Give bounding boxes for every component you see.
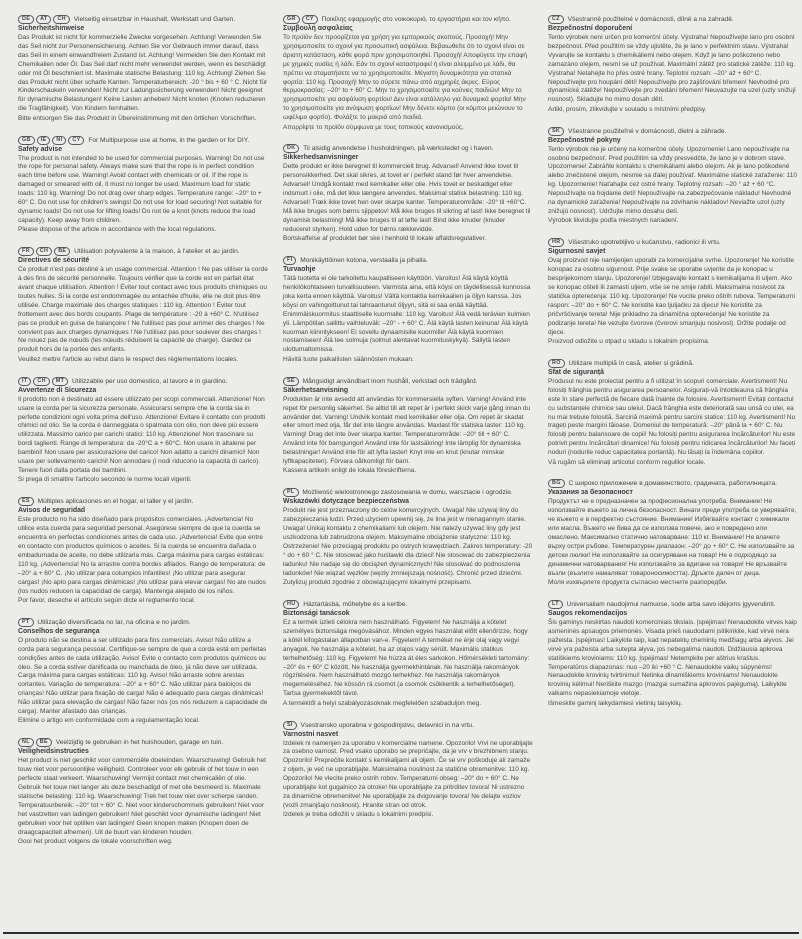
lang-block-pt bbox=[18, 618, 268, 727]
safety-text: Šis gaminys neskirtas naudoti komerciniais tikslais. Įspėjimas! Nenaudokite virvės kaip asmeninės apsaugos priemonės. Visada prieš naudodami įsitikinkite, kad virvė nėra pažeista. Įspėjimas! Laikykite taip, kad nepatektų cheminių medžiagų arba alyvos. Jei virvė yra pažeista arba sutepta alyva, jos nebegalima naudoti. Didžiausia apkrova statiškiems kroviniams: 110 kg. Įspėjimas! Netempkite per aštrius kraštus. Temperatūros diapazonas: nuo –20 iki +60 ° C. Nenaudokite vaikų sūpynėms! Nenaudokite krovinių tvirtinimui! Netinka dinamiškiems kroviniams! Nenaudokite krovinių kėlimui! Neriškite mazgo (mazgai sumažina apkrovos pajėgumą). Laikykite vaikams nepasiekiamoje vietoje. bbox=[548, 619, 797, 698]
country-badges-gb bbox=[18, 137, 86, 144]
country-badge: CY bbox=[302, 15, 318, 24]
lang-block-fi bbox=[283, 256, 533, 365]
country-badge: DE bbox=[18, 15, 34, 24]
safety-title: Sikkerhedsanvisninger bbox=[283, 154, 359, 162]
country-badge: GR bbox=[283, 15, 300, 24]
safety-text: Dette produkt er ikke beregnet til kommercielt brug. Advarsel! Anvend ikke tovet til personsikkerhed. Det skal sikres, at tovet er i perfekt stand før hver anvendelse. Advarsel! Undgå kontakt med kemikalier eller olie. Hvis tovet er beskadiget eller indsmurt i olie, må det ikke længere anvendes. Maksimal statisk belastning: 110 kg. Advarsel! Træk ikke tovet hen over skarpe kanter. Temperaturområde: -20° til +60°C. Må ikke bruges som børns sjippetov! Må ikke bruges til sikring af last! Ikke beregnet til dynamisk belastning! Må ikke bruges til at løfte last! Bind ikke knuder (knuder reduceret styrken). Hold uden for børns rækkevidde. bbox=[283, 163, 531, 233]
safety-title: Varnostni nasvet bbox=[283, 730, 339, 738]
safety-text: Produkten är inte avsedd att användas för kommersiella syften. Varning! Använd inte repet för personlig säkerhet. Se alltid till att repet är i perfekt skick varje gång innan du använder det. Varning! Undvik kontakt med kemikalier eller olja. Om repet är skadat eller smort med olja, får det inte längre användas. Maxlast för statiska laster: 110 kg. Varning! Drag det inte över skarpa kanter. Temperaturområde: –20° till + 60° C. Använd inte för barngungor! Använd inte för lastsäkring! Inte lämplig för dynamiska belastningar! Använd inte för att lyfta laster! Knyt inte en knut (knutar minskar lyftkapaciteten). Förvara oåtkomligt för barn. bbox=[283, 395, 531, 466]
disposal-text: Výrobok likvidujte podľa miestnych nariadení. bbox=[548, 217, 679, 225]
safety-text: Ez a termék üzleti célokra nem használható. Figyelem! Ne használja a kötelet személyes biztonsága megóvásához. Minden egyes használat előtt ellenőrizze, hogy a kötél kifogástalan állapotban van-e. Figyelem! A terméket ne érje olaj vagy vegyi anyagok. Ne használja a kötelet, ha az olajos vagy sérült. Maximális statikus terhelhetőség: 110 kg. Figyelem! Ne húzza át éles sarkokon. Hőmérsékleti tartomány: –20° és + 60° C között. Ne használja gyermekhintának. Ne használja rakományok rögzítésére. Nem használható mozgó terhekhez. Ne használja rakományok megemeléséhez. Ne kössön rá csomót (a csomók csökkentik a terhelhetőséget). Tartsa gyermekektől távol. bbox=[283, 619, 530, 698]
lang-block-se bbox=[283, 377, 533, 477]
usage-intro: Vsestransko uporabna v gospodinjstvu, delavnici in na vrtu. bbox=[300, 721, 474, 729]
disposal-text: Bitte entsorgen Sie das Produkt in Übereinstimmung mit den örtlichen Vorschriften. bbox=[18, 114, 257, 122]
safety-title: Biztonsági tanácsok bbox=[283, 610, 350, 617]
country-badge: HU bbox=[283, 600, 299, 609]
usage-intro: Veelzijdig te gebruiken in het huishouden, garage en tuin. bbox=[55, 739, 224, 747]
safety-title: Wskazówki dotyczące bezpieczeństwa bbox=[283, 498, 409, 506]
disposal-text: Por favor, deseche el artículo según dicte el reglamento local. bbox=[18, 596, 196, 604]
safety-title: Turvaohje bbox=[283, 266, 316, 274]
usage-intro: Utilização diversificada no lar, na oficina e no jardim. bbox=[37, 618, 191, 626]
disposal-text: Izdelek je treba odložiti v skladu s lokalnimi predpisi. bbox=[283, 811, 434, 819]
country-badge: BG bbox=[548, 479, 565, 488]
disposal-text: Išmeskite gaminį laikydamiesi vietinių taisyklių. bbox=[548, 699, 683, 707]
leaflet-columns bbox=[18, 15, 798, 859]
country-badge: AT bbox=[36, 15, 51, 24]
country-badge: NI bbox=[52, 136, 66, 145]
safety-text: Ovaj proizvod nije namijenjen uporabi za komercijalne svrhe. Upozorenje! Ne koristite konopac za osobnu sigurnost. Prije svake se uporabe uvjerite da je konopac u besprijekornom stanju. Upozorenje! Izbjegavajte kontakt s kemikalijama ili uljem. Ako se konopac ošteti ili zamasti uljem, više se ne smije rabiti. Maksimalna nosivost za statička opterećenja: 110 kg. Upozorenje! Ne vucite preko oštrih rubova. Temperaturni raspon: –20° do + 60° C. Ne koristite kao ljuljačku za djecu! Ne koristite za pričvršćivanje tereta! Nije prikladno za dinamična opterećenja! Ne koristite za podizanje tereta! Ne vezujte čvorove (čvorovi smanjuju nosivost). Držite podalje od djece. bbox=[548, 257, 795, 336]
country-badge: HR bbox=[548, 238, 564, 247]
country-badge: ES bbox=[18, 497, 34, 506]
lang-block-dk bbox=[283, 144, 533, 244]
country-badge: SI bbox=[283, 721, 297, 730]
disposal-text: Veuillez mettre l'article au rebut dans le respect des réglementations locales. bbox=[18, 355, 239, 363]
safety-title: Avisos de seguridad bbox=[18, 507, 86, 515]
safety-text: Izdelek ni namenjen za uporabo v komercialne namene. Opozorilo! Vrvi ne uporabljajte za osebno varnost. Pred vsako uporabo se prepričajte, da je vrv v brezhibnem stanju. Opozorilo! Preprečite kontakt s kemikalijami ali oljem. Če se vrv poškoduje ali zamaže z oljem, je več ne uporabljajte. Maksimalna nosilnost za statične obremenitve: 110 kg. Opozorilo! Ne vlecite preko ostrih robov. Temperaturni obseg: –20° do + 60° C. Ne uporabljajte kot gugalnico za otroke! Ne uporabljajte za pritrditev tovora! Ni ustrezno za dinamične obremenitve! Ne uporabljajte za dvigovanje tovora! Ne delajte vozlov (vozli zmanjšajo nosilnost). Hranite stran od otrok. bbox=[283, 739, 533, 809]
safety-text: O produto não se destina a ser utilizado para fins comerciais. Aviso! Não utilize a corda para segurança pessoal. Certifique-se sempre de que a corda está em perfeitas condições antes de cada utilização. Aviso! Evite o contacto com produtos químicos ou óleo. Se a corda estiver danificada ou manchada de óleo, já não deve ser utilizada. Carga máxima para cargas estáticas: 110 kg. Aviso! Não arraste sobre arestas cortantes. Variação de temperatura: –20° a + 60° C. Não utilizar para baloiços de crianças! Não utilizar para fixação de carga! Não é adequado para cargas dinâmicas! Não utilizar para elevação de cargas! Não fazer nós (os nós reduzem a capacidade de carga). Manter afastado das crianças. bbox=[18, 636, 268, 716]
country-badges-lt bbox=[548, 601, 565, 608]
country-badges-pt bbox=[18, 619, 36, 626]
usage-intro: Háztartásba, műhelybe és a kertbe. bbox=[303, 601, 408, 608]
country-badges-bg bbox=[548, 480, 567, 487]
usage-intro: Všestranně použitelné v domácnosti, dílně a na zahradě. bbox=[567, 16, 734, 23]
safety-text: Продуктът не е предназначен за професионална употреба. Внимание! Не използвайте въжето за лична безопасност. Винаги преди употреба се уверявайте, че въжето е в перфектно състояние. Внимание! Избягвайте контакт с химикали или масла. Въжето не бива да се използва повече, ако е повредено или омаслено. Максимално статично натоварване: 110 кг. Внимание! Не влачете върху остри ръбове. Температурен диапазон: –20° до + 60° C. Не използвайте за детски люлки! Не използвайте за осигуряване на товар! Не е подходящо за динамични натоварвания! Не използвайте за вдигане на товари! Не връзвайте възли (възлите намаляват товароносимостта). Дръжте далеч от деца. bbox=[548, 498, 797, 577]
usage-intro: Všestranne použiteľné v domácnosti, dielni a záhrade. bbox=[567, 127, 727, 135]
safety-title: Directives de sécurité bbox=[18, 257, 90, 265]
disposal-text: Vă rugăm să eliminați articolul conform regulilor locale. bbox=[548, 458, 706, 466]
usage-intro: С широко приложение в домакинството, градината, работилницата. bbox=[568, 480, 777, 488]
disposal-text: Bortskaffelse af produktet bør ske i henhold til lokale affaldsregulativer. bbox=[283, 235, 487, 243]
safety-title: Avvertenze di Sicurezza bbox=[18, 386, 97, 394]
country-badges-si bbox=[283, 722, 299, 729]
country-badges-dk bbox=[283, 145, 301, 152]
country-badge: BE bbox=[36, 738, 52, 747]
safety-text: Το προϊόν δεν προορίζεται για χρήση για εμπορικούς σκοπούς. Προσοχή! Μην χρησιμοποιείτε το σχοινί για προσωπική ασφάλεια. Βεβαιωθείτε ότι το σχοινί είναι σε άριστη κατάσταση, κάθε φορά πριν χρησιμοποιηθεί. Προσοχή! Αποφύγετε την επαφή με χημικές ουσίες ή λάδι. Εάν το σχοινί καταστραφεί ή είναι αλειμμένο με λάδι, θα πρέπει να σταματήσετε να το χρησιμοποιείτε. Μέγιστη δυναμικότητα για στατικά φορτία: 110 kg. Προσοχή! Μην το σύρετε πάνω από αιχμηρές άκρες. Εύρος θερμοκρασίας: –20° to + 60° C. Μην το χρησιμοποιείτε για κούνιες παιδιών! Μην το χρησιμοποιείτε για ασφάλιση φορτίου! Δεν είναι κατάλληλο για δυναμικά φορτία! Μην το χρησιμοποιείτε για ανύψωση φορτίων! Μην δένετε κόμπο (οι κόμποι μειώνουν το ωφέλιμο φορτίο). Φυλάξτε το μακριά από παιδιά. bbox=[283, 34, 528, 122]
safety-text: Het product is niet geschikt voor commerciële doeleinden. Waarschuwing! Gebruik het touw niet voor persoonlijke veiligheid. Controleer voor elk gebruik of het touw in een perfecte staat verkeert. Waarschuwing! Vermijd contact met chemicaliën of olie. Gebruik het touw niet langer als deze beschadigd of met olie besmeerd is. Maximale statische belasting: 110 kg. Waarschuwing! Trek het touw niet over scherpe randen. Temperatuurbereik: –20° tot + 60° C. Niet voor kinderschommels gebruiken! Niet voor het vastzetten van ladingen gebruiken! Niet geschikt voor dynamische ladingen! Niet gebruiken voor het optillen van ladingen! Geen knopen maken (Knopen doen de draagcapaciteit afnemen). Uit de buurt van kinderen houden. bbox=[18, 757, 266, 836]
safety-text: Tento výrobok nie je určený na komerčné účely. Upozornenie! Lano nepoužívajte na osobnú bezpečnosť. Pred použitím sa vždy presvedčte, že lano je v dobrom stave. Upozornenie! Zabráňte kontaktu s chemikáliami alebo olejom. Ak je lano poškodené alebo znečistené olejom, nesmie sa ďalej používať. Maximálne statické zaťaženie: 110 kg. Upozornenie! Naťahajte cez ostré hrany. Teplotný rozsah: –20 ° až + 60 °C. Nepoužívajte na hojdanie detí! Nepoužívajte na zabezpečovanie nákladu! Nevhodné na dynamické zaťaženia! Nepoužívajte na zdvíhanie nákladov! Neviažte uzol (uzly znižujú nosnosť). Udržujte mimo dosahu detí. bbox=[548, 145, 798, 215]
country-badges-nl bbox=[18, 739, 54, 746]
column-right bbox=[548, 15, 798, 859]
safety-title: Conselhos de segurança bbox=[18, 627, 100, 635]
country-badge: IT bbox=[18, 377, 31, 386]
lang-block-ro bbox=[548, 359, 798, 468]
country-badge: MT bbox=[52, 377, 68, 386]
country-badges-es bbox=[18, 498, 36, 505]
safety-title: Säkerhetsanvisning bbox=[283, 386, 349, 394]
safety-text: Ce produit n'est pas destiné à un usage commercial. Attention ! Ne pas utiliser la corde à des fins de sécurité personnelle. Toujours vérifier que la corde est en parfait état avant chaque utilisation. Attention ! Éviter tout contact avec tous produits chimiques ou toutes huiles. Si la corde est endommagée ou entachée d'huile, elle ne doit plus être utilisée. Charge maximale des charges statiques : 110 kg. Attention ! Éviter tout frottement avec des bords coupants. Plage de température : -20 à +60° C. N'utilisez pas ce produit en guise de balançoire ! Ne l'utilisez pas pour arrimer des charges ! Ne convient pas aux charges dynamiques ! Ne l'utilisez pas pour soulever des charges ! Ne nouez pas de nœuds (les nœuds réduisent la capacité de charge). Gardez ce produit hors de la portée des enfants. bbox=[18, 266, 268, 354]
country-badge: PT bbox=[18, 618, 34, 627]
disposal-text: Artikl, prosím, zlikvidujte v souladu s místními předpisy. bbox=[548, 105, 707, 113]
country-badges-se bbox=[283, 378, 301, 385]
country-badge: BE bbox=[54, 247, 70, 256]
country-badge: NL bbox=[18, 738, 34, 747]
country-badge: FI bbox=[283, 256, 296, 265]
country-badges-fr bbox=[18, 248, 72, 255]
safety-title: Safety advise bbox=[18, 145, 63, 153]
lang-block-gb bbox=[18, 136, 268, 236]
lang-block-hr bbox=[548, 238, 798, 347]
country-badge: DK bbox=[283, 144, 299, 153]
usage-intro: Możliwość wielostronnego zastosowania w domu, warsztacie i ogrodzie. bbox=[302, 489, 513, 497]
lang-block-bg bbox=[548, 479, 798, 588]
safety-title: Bezpečnostné pokyny bbox=[548, 136, 621, 144]
country-badges-pl bbox=[283, 489, 301, 496]
usage-intro: Mångsidigt användbart inom hushåll, verkstad och trädgård. bbox=[302, 377, 478, 385]
country-badge: CH bbox=[53, 15, 69, 24]
lang-block-pl bbox=[283, 488, 533, 588]
country-badges-gr bbox=[283, 16, 320, 23]
usage-intro: For Multipurpose use at home, in the garden or for DIY. bbox=[88, 136, 250, 144]
disposal-text: Proizvod odložite u otpad u skladu s lokalnim propisima. bbox=[548, 337, 710, 345]
disposal-text: Zutylizuj produkt zgodnie z obowiązującymi lokalnymi przepisami. bbox=[283, 579, 472, 587]
disposal-text: Моля изхвърлете продукта съгласно местните разпоредби. bbox=[548, 579, 728, 587]
country-badge: IE bbox=[37, 136, 51, 145]
country-badges-hu bbox=[283, 601, 301, 608]
disposal-text: Elimine o artigo em conformidade com a regulamentação local. bbox=[18, 717, 200, 725]
safety-text: Das Produkt ist nicht für kommerzielle Zwecke vorgesehen. Achtung! Verwenden Sie das Seil nicht zur Personensicherung. Achten Sie vor Gebrauch immer darauf, dass das Seil in einem einwandfreiem Zustand ist. Achtung! Vermeiden Sie den Kontakt mit Chemikalien oder Öl. Das Seil darf nicht mehr verwendet werden, wenn es beschädigt oder mit Öl beschmiert ist. Maximale statische Belastung: 110 kg. Achtung! Ziehen Sie das Produkt nicht über scharfe Kanten. Temperaturbereich: -20 ° bis + 60 ° C. Nicht für Kinderschaukeln verwenden! Nicht zur Ladungssicherung verwenden! Nicht geeignet für dynamische Belastungen! Keine Lasten anheben! Nicht knoten (Knoten reduzieren die Tragfähigkeit). Von Kindern fernhalten. bbox=[18, 34, 268, 113]
usage-intro: Višestruko upotrebljivo u kućanstvu, radionici ili vrtu. bbox=[568, 239, 721, 247]
country-badge: SK bbox=[548, 127, 564, 136]
usage-intro: Til alsidig anvendelse i husholdningen, på værkstedet og i haven. bbox=[303, 145, 494, 153]
usage-intro: Utilisation polyvalente à la maison, à l'atelier et au jardin. bbox=[74, 248, 240, 256]
safety-title: Συμβουλή ασφαλείας bbox=[283, 25, 353, 32]
lang-block-es bbox=[18, 497, 268, 606]
usage-intro: Utilizare multiplă în casă, atelier și grădină. bbox=[568, 359, 694, 367]
usage-intro: Utilizzabile per uso domestico, al lavoro e in giardino. bbox=[72, 377, 228, 385]
safety-text: Produsul nu este proiectat pentru a fi utilizat în scopuri comerciale. Avertisment! Nu folosiți frânghia pentru asigurarea persoanelor. Asigurați-vă întotdeauna că frânghia este în stare perfectă de fiecare dată înainte de folosire. Avertisment! Evitați contactul cu substanțele chimice sau uleiul. Dacă frânghia este deteriorată sau unsă cu ulei, ea nu mai trebuie folosită. Sarcină maximă pentru sarcini statice: 110 kg. Avertisment! Nu trageți peste margini tăioase. Domeniul de temperatură: –20° până la + 60° C. Nu folosiți pentru balansoare de copii! Nu folosiți pentru asigurarea încărcăturilor! Nu este potrivit pentru încărcături dinamice! Nu folosiți pentru ridicarea încărcăturilor! Nu faceți noduri (nodurile reduc capacitatea portantă). Nu lăsați la îndemâna copiilor. bbox=[548, 377, 796, 457]
safety-title: Saugos rekomendacijos bbox=[548, 610, 628, 617]
disposal-text: Gooi het product volgens de lokale voorschriften weg. bbox=[18, 838, 173, 846]
safety-title: Указания за безопасност bbox=[548, 489, 633, 497]
country-badge: CZ bbox=[548, 15, 564, 24]
disposal-text: Kassera artikeln enligt de lokala föreskrifterna. bbox=[283, 467, 417, 475]
country-badge: PL bbox=[283, 488, 299, 497]
usage-intro: Universaliam naudojimui namuose, sode arba savo idėjoms įgyvendinti. bbox=[566, 601, 776, 608]
safety-title: Bezpečnostní doporučení bbox=[548, 25, 633, 32]
country-badges-de bbox=[18, 16, 72, 23]
country-badges-hr bbox=[548, 239, 566, 246]
disposal-text: Please dispose of the article in accordance with the local regulations. bbox=[18, 226, 217, 234]
country-badge: RO bbox=[548, 359, 565, 368]
lang-block-cz bbox=[548, 15, 798, 115]
column-left bbox=[18, 15, 268, 859]
country-badges-ro bbox=[548, 360, 567, 367]
lang-block-lt bbox=[548, 600, 798, 709]
country-badges-sk bbox=[548, 128, 566, 135]
country-badge: SE bbox=[283, 377, 299, 386]
disposal-text: Si prega di smaltire l'articolo secondo le norme locali vigenti. bbox=[18, 476, 192, 484]
safety-title: Veiligheidsinstructies bbox=[18, 748, 89, 756]
safety-text: Este producto no ha sido diseñado para propósitos comerciales. ¡Advertencia! No utilice esta cuerda para seguridad personal. Asegúrese siempre de que la cuerda se encuentra en perfectas condiciones antes de cada uso. ¡Advertencia! Evite que entre en contacto con productos químicos o aceites. Si la cuerda se encuentra dañada o embadurnada de aceite, no debe utilizarla más. Carga máxima para cargas estáticas: 110 kg. ¡Advertencia! No la arrastre contra bordes afilados. Rango de temperatura: de –20° a + 60° C. ¡No utilizar para columpios infantiles! ¡No utilizar para asegurar cargas! ¡No apto para cargas dinámicas! ¡No utilizar para elevar cargas! No ate nudos (los nudos reducen la capacidad de carga). Mantenga alejado de los niños. bbox=[18, 516, 266, 595]
disposal-text: A terméktől a helyi szabályozásoknak megfelelően szabaduljon meg. bbox=[283, 699, 482, 707]
disposal-text: Απορρίψτε το προϊόν σύμφωνα με τους τοπικούς κανονισμούς. bbox=[283, 123, 464, 131]
lang-block-fr bbox=[18, 247, 268, 364]
country-badges-it bbox=[18, 378, 70, 385]
safety-text: The product is not intended to be used for commercial purposes. Warning! Do not use the rope for personal safety. Always make sure that the rope is in perfect condition each time before use. Warning! Avoid contact with chemicals or oil. If the rope is damaged or smeared with oil, it must no longer be used. Maximum load for static loads: 110 kg. Warning! Do not drag over sharp edges. Temperature range: –20° to + 60° C. Do not use for children's swings! Do not use for load securing! Not suitable for dynamic loads! Do not use for lifting loads! Do not tie a knot (knots reduce the load capacity). Keep away from children. bbox=[18, 154, 265, 224]
safety-text: Tätä tuotetta ei ole tarkoitettu kaupalliseen käyttöön. Varoitus! Älä käytä köyttä henkilökohtaiseen turvallisuuteen. Varmista aina, että köysi on täydellisessä kunnossa joka kerta ennen käyttöä. Varoitus! Vältä kontaktia kemikaalien ja öljyn kanssa. Jos köysi on vahingoittunut tai tahraantunut öljyyn, sitä ei saa enää käyttää. Enimmäiskuormitus staattiselle kuormalle: 110 kg. Varoitus! Älä vedä terävien kulmien yli. Lämpötilan sallittu vaihteluväli: –20° - + 60° C. Älä käytä lasten keinuna! Älä käytä kuorman kiinnitykseen! Ei sovellu dynaamisille kuormille! Älä käytä kuormien nostamiseen! Älä tee solmuja (solmut alentavat kuormituskykyä). Säilytä lasten ulottumattomissa. bbox=[283, 275, 531, 354]
lang-block-gr bbox=[283, 15, 533, 132]
country-badge: CH bbox=[36, 247, 52, 256]
country-badge: CH bbox=[33, 377, 49, 386]
safety-text: Il prodotto non è destinato ad essere utilizzato per scopi commerciali. Attenzione! Non usare la corda per la sicurezza personale. Assicurarsi sempre che la corda sia in perfette condizioni ogni volta prima dell'uso. Attenzione! Evitare il contatto con prodotti chimici od olio. Se la corda è danneggiata o spalmata con olio, non deve più essere utilizzata. Massimo carico per carichi statici: 110 kg. Attenzione! Non trascinare su bordi taglienti. Range di temperatura: da -20°C a + 60°C. Non usare in altalene per bambini! Non usare per assicurazione del carico! Non adatto a carichi dinamici! Non usare per sollevamento carichi! Non annodare (i nodi riducono la capacità di carico). Tenere fuori dalla portata dei bambini. bbox=[18, 395, 266, 474]
bottom-fold-rule bbox=[3, 932, 799, 934]
column-middle bbox=[283, 15, 533, 859]
safety-title: Sicherheitshinweise bbox=[18, 25, 85, 32]
safety-text: Produkt nie jest przeznaczony do celów komercyjnych. Uwaga! Nie używaj liny do zabezpieczania ludzi. Przed użyciem upewnij się, że lina jest w nienagannym stanie. Uwaga! Unikaj kontaktu z chemikaliami lub olejem. Nie należy używać liny gdy jest uszkodzona lub zabrudzona olejem. Maksymalne obciążenie statyczne: 110 kg. Ostrzeżenie! Nie przeciągaj produktu po ostrych krawędziach. Zakres temperatury: -20 ° do + 60 ° C. Nie stosować jako huśtawki dla dzieci! Nie stosować do zabezpieczenia ładunku! Nie nadaje się do obciążeń dynamicznych! Nie stosować do podnoszenia ładunków! Nie wiązać węzłów (węzły zmniejszają nośność). Chronić przed dziećmi. bbox=[283, 507, 533, 577]
lang-block-si bbox=[283, 721, 533, 821]
country-badge: GB bbox=[18, 136, 35, 145]
usage-intro: Monikäyttöinen kotona, verstaalla ja pihalla. bbox=[300, 257, 428, 265]
lang-block-hu bbox=[283, 600, 533, 709]
disposal-text: Hävitä tuote paikallisten säännösten mukaan. bbox=[283, 355, 414, 363]
usage-intro: Vielseitig einsetzbar in Haushalt, Werkstatt und Garten. bbox=[73, 16, 236, 23]
country-badge: CY bbox=[68, 136, 84, 145]
country-badges-fi bbox=[283, 257, 298, 264]
lang-block-nl bbox=[18, 738, 268, 847]
lang-block-it bbox=[18, 377, 268, 486]
country-badges-cz bbox=[548, 16, 566, 23]
country-badge: FR bbox=[18, 247, 34, 256]
safety-title: Sigurnosni savjet bbox=[548, 248, 606, 256]
safety-title: Sfat de siguranță bbox=[548, 368, 604, 376]
usage-intro: Múltiples aplicaciones en el hogar, el taller y el jardín. bbox=[37, 498, 194, 506]
lang-block-de bbox=[18, 15, 268, 124]
usage-intro: Ποικίλης εφαρμογής στο νοικοκυριό, το εργαστήριο και τον κήπο. bbox=[321, 16, 511, 23]
safety-text: Tento výrobek není určen pro komerční účely. Výstraha! Nepoužívejte lano pro osobní bezpečnost. Před použitím se vždy ujistěte, že je lano v perfektním stavu. Výstraha! Vyvarujte se kontaktu s chemikáliemi nebo olejem. Když je lano poškozeno nebo zamazáno olejem, nesmí se už používat. Maximální zátěž pro statické zátěže: 110 kg. Výstraha! Netahejte ho přes ostré hrany. Teplotní rozsah: –20° až + 60° C. Nepoužívejte pro houpání dětí! Nepoužívejte pro zajišťování břemen! Nevhodné pro dynamické zátěže! Nepoužívejte pro zvedání břemen! Neuvazujte na uzel (uzly snižují nosnost). Skladujte ho mimo dosah dětí. bbox=[548, 34, 796, 104]
country-badge: LT bbox=[548, 600, 563, 609]
lang-block-sk bbox=[548, 127, 798, 227]
